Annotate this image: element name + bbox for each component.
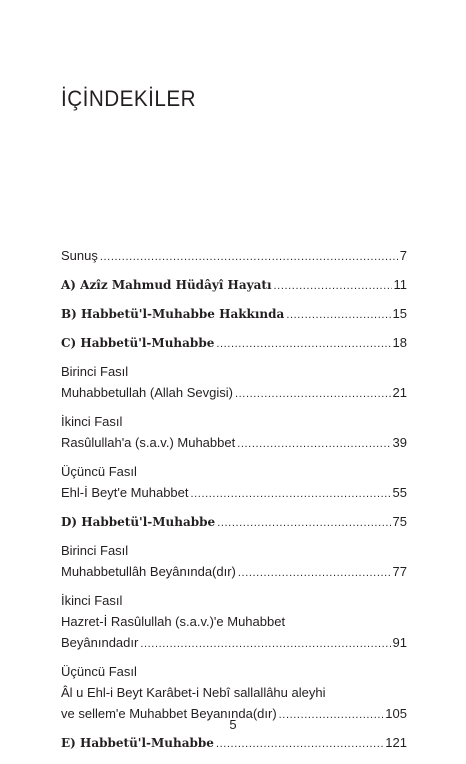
dot-leader xyxy=(191,482,391,505)
toc-line xyxy=(61,361,407,382)
toc-line xyxy=(61,732,407,755)
toc-line xyxy=(61,682,407,703)
toc-page-number: 18 xyxy=(392,335,407,350)
toc-page-number: 15 xyxy=(392,306,407,321)
toc-line xyxy=(61,303,407,326)
toc-entry-label: Muhabbetullah (Allah Sevgisi) xyxy=(61,385,233,400)
toc-entry-label: Rasûlullah'a (s.a.v.) Muhabbet xyxy=(61,435,236,450)
toc-line xyxy=(61,661,407,682)
toc-page-number: 75 xyxy=(392,514,407,529)
page-number: 5 xyxy=(229,717,237,732)
toc-entry-label: Birinci Fasıl xyxy=(61,364,129,379)
toc-entry xyxy=(61,732,407,755)
toc-page-number: 11 xyxy=(393,277,407,292)
toc-entry-label: E) Habbetü'l-Muhabbe xyxy=(61,736,214,750)
toc-line xyxy=(61,611,407,632)
toc-entry-label: Beyânındadır xyxy=(61,635,139,650)
toc-entry xyxy=(61,245,407,268)
toc-line xyxy=(61,561,407,584)
toc-page-number: 39 xyxy=(392,435,407,450)
dot-leader xyxy=(286,303,390,326)
toc-entry-label: İkinci Fasıl xyxy=(61,414,123,429)
toc-line xyxy=(61,245,407,268)
toc-entry-label: C) Habbetü'l-Muhabbe xyxy=(61,336,215,350)
toc-entry-label: Âl u Ehl-i Beyt Karâbet-i Nebî sallallâhu aleyhi xyxy=(61,685,326,700)
toc-line xyxy=(61,482,407,505)
toc-line xyxy=(61,590,407,611)
toc-line xyxy=(61,511,407,534)
toc-line xyxy=(61,432,407,455)
toc-line xyxy=(61,461,407,482)
toc-line xyxy=(61,382,407,405)
toc-entry xyxy=(61,461,407,505)
toc-line xyxy=(61,540,407,561)
dot-leader xyxy=(100,245,398,268)
toc-entry xyxy=(61,540,407,584)
dot-leader xyxy=(140,632,390,655)
toc-entry xyxy=(61,361,407,405)
toc-entry-label: D) Habbetü'l-Muhabbe xyxy=(61,515,216,529)
toc-entry xyxy=(61,590,407,655)
dot-leader xyxy=(216,332,390,355)
toc-page-number: 121 xyxy=(385,735,407,750)
table-of-contents xyxy=(61,245,407,761)
toc-line xyxy=(61,332,407,355)
toc-page-number: 91 xyxy=(392,635,407,650)
dot-leader xyxy=(235,382,391,405)
toc-entry-label: Birinci Fasıl xyxy=(61,543,129,558)
toc-line xyxy=(61,411,407,432)
toc-entry xyxy=(61,303,407,326)
toc-entry-label: Hazret-İ Rasûlullah (s.a.v.)'e Muhabbet xyxy=(61,614,286,629)
dot-leader xyxy=(217,511,390,534)
toc-entry-label: Ehl-İ Beyt'e Muhabbet xyxy=(61,485,189,500)
dot-leader xyxy=(238,561,391,584)
toc-entry-label: Üçüncü Fasıl xyxy=(61,664,137,679)
toc-page-number: 7 xyxy=(399,248,407,263)
toc-line xyxy=(61,632,407,655)
toc-page-number: 55 xyxy=(392,485,407,500)
toc-entry-label: A) Azîz Mahmud Hüdâyî Hayatı xyxy=(61,278,272,292)
toc-entry-label: B) Habbetü'l-Muhabbe Hakkında xyxy=(61,307,285,321)
toc-entry xyxy=(61,332,407,355)
dot-leader xyxy=(237,432,390,455)
toc-page-number: 21 xyxy=(392,385,407,400)
toc-page-number: 77 xyxy=(392,564,407,579)
toc-line xyxy=(61,274,407,297)
toc-entry-label: Sunuş xyxy=(61,248,98,263)
toc-page-number: 105 xyxy=(385,706,407,721)
toc-entry-label: Üçüncü Fasıl xyxy=(61,464,137,479)
toc-entry xyxy=(61,511,407,534)
dot-leader xyxy=(216,732,383,755)
dot-leader xyxy=(274,274,392,297)
toc-entry-label: ve sellem'e Muhabbet Beyanında(dır) xyxy=(61,706,277,721)
toc-entry xyxy=(61,411,407,455)
page-title: İÇİNDEKİLER xyxy=(61,86,197,111)
toc-entry xyxy=(61,274,407,297)
toc-entry-label: İkinci Fasıl xyxy=(61,593,123,608)
toc-entry-label: Muhabbetullâh Beyânında(dır) xyxy=(61,564,236,579)
